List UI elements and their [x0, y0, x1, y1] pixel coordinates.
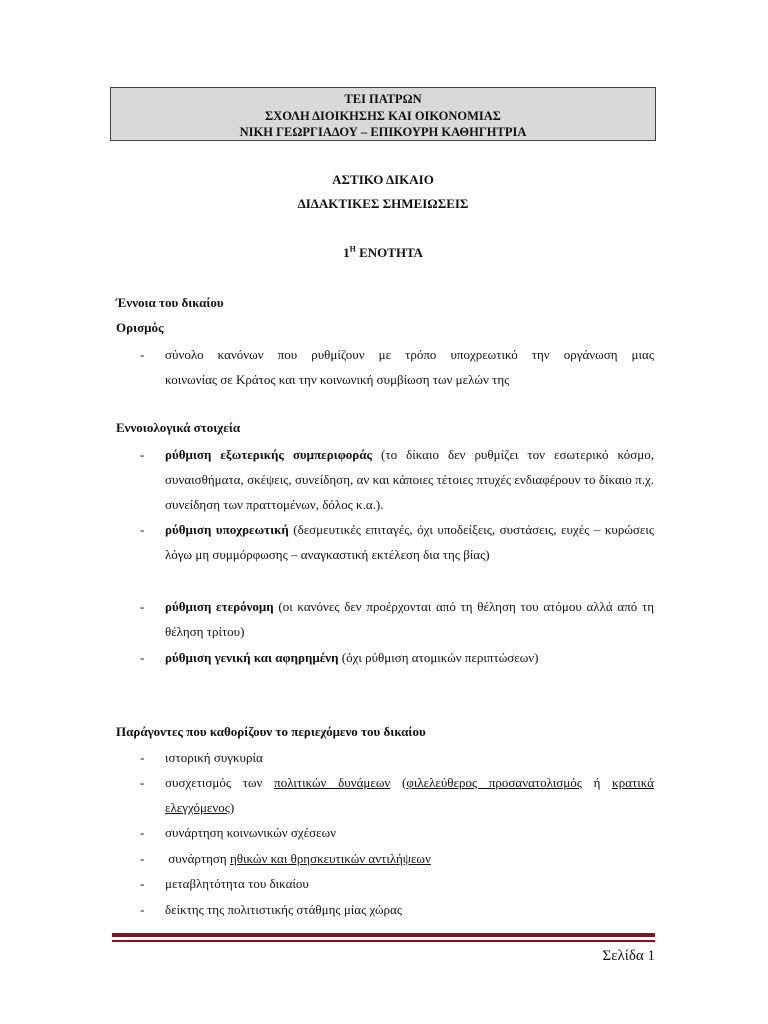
list-item [116, 770, 654, 820]
list-item [116, 745, 654, 770]
section-heading-concept: Έννοια του δικαίου [116, 295, 224, 310]
section-heading-elements: Εννοιολογικά στοιχεία [116, 420, 241, 435]
school-name: ΣΧΟΛΗ ΔΙΟΙΚΗΣΗΣ ΚΑΙ ΟΙΚΟΝΟΜΙΑΣ [265, 108, 501, 123]
term-bold: ρύθμιση γενική και αφηρημένη [165, 650, 339, 665]
term-description: (το δίκαιο δεν ρυθμίζει τον εσωτερικό κόσμο, συναισθήματα, σκέψεις, συνείδηση, αν και κάποιες τέτοιες πτυχές ενδιαφέρουν το δίκαιο π.χ. συνείδηση των πραττομένων, δόλος κ.α.). [165, 447, 654, 512]
text-run: ) [229, 800, 235, 815]
footer-divider [112, 940, 655, 942]
list-item [116, 645, 654, 670]
list-item [116, 442, 654, 517]
underlined-term: ηθικών και θρησκευτικών αντιλήψεων [229, 851, 431, 866]
bullet-dash: - [140, 750, 145, 765]
bullet-dash: - [140, 825, 145, 840]
text-run: ( [390, 775, 407, 790]
unit-word: ΕΝΟΤΗΤΑ [355, 245, 423, 260]
text-run: συσχετισμός των [165, 775, 275, 790]
unit-superscript: Η [349, 244, 356, 254]
list-item-text: σύνολο κανόνων που ρυθμίζουν με τρόπο υποχρεωτικό την οργάνωση μιας [165, 347, 654, 362]
underlined-term: φιλελεύθερος προσανατολισμός [406, 775, 582, 790]
list-item [116, 897, 654, 922]
term-bold: ρύθμιση υποχρεωτική [165, 522, 289, 537]
list-item [116, 517, 654, 567]
list-item [116, 342, 654, 392]
list-item [116, 820, 654, 845]
bullet-dash: - [140, 902, 145, 917]
list-item-text: δείκτης της πολιτιστικής στάθμης μίας χώρας [165, 902, 402, 917]
text-run: ή [581, 775, 613, 790]
list-item-text: συνάρτηση κοινωνικών σχέσεων [165, 825, 337, 840]
bullet-dash: - [140, 876, 145, 891]
bullet-dash: - [140, 599, 145, 614]
bullet-dash: - [140, 775, 145, 790]
document-header-box [110, 87, 656, 141]
section-subheading-definition: Ορισμός [116, 320, 164, 335]
underlined-term: κρατικά ελεγχόμενος [165, 775, 654, 815]
institution-name: ΤΕΙ ΠΑΤΡΩΝ [344, 92, 422, 106]
unit-number: 1 [343, 245, 350, 260]
bullet-dash: - [140, 522, 145, 537]
bullet-dash: - [140, 851, 145, 866]
list-item [116, 871, 654, 896]
text-run: συνάρτηση [165, 851, 230, 866]
list-item-text: ιστορική συγκυρία [165, 750, 263, 765]
term-description: (όχι ρύθμιση ατομικών περιπτώσεων) [338, 650, 539, 665]
term-bold: ρύθμιση ετερόνομη [165, 599, 274, 614]
page-number: Σελίδα 1 [602, 948, 655, 964]
list-item-text: κοινωνίας σε Κράτος και την κοινωνική συμβίωση των μελών της [165, 372, 510, 387]
author-name: ΝΙΚΗ ΓΕΩΡΓΙΑΔΟΥ – ΕΠΙΚΟΥΡΗ ΚΑΘΗΓΗΤΡΙΑ [239, 125, 527, 139]
bullet-dash: - [140, 347, 145, 362]
course-title: ΑΣΤΙΚΟ ΔΙΚΑΙΟ [332, 172, 434, 187]
unit-title [110, 245, 656, 261]
list-item [116, 846, 654, 871]
bullet-dash: - [140, 447, 145, 462]
term-bold: ρύθμιση εξωτερικής συμπεριφοράς [165, 447, 373, 462]
term-description: (δεσμευτικές επιταγές, όχι υποδείξεις, συστάσεις, ευχές – κυρώσεις λόγω μη συμμόρφωσης – αναγκαστική εκτέλεση δια της βίας) [165, 522, 655, 562]
list-item-text: μεταβλητότητα του δικαίου [165, 876, 309, 891]
term-description: (οι κανόνες δεν προέρχονται από τη θέληση του ατόμου αλλά από τη θέληση τρίτου) [165, 599, 654, 639]
footer-divider [112, 933, 655, 937]
section-heading-factors: Παράγοντες που καθορίζουν το περιεχόμενο του δικαίου [116, 724, 426, 739]
underlined-term: πολιτικών δυνάμεων [274, 775, 391, 790]
bullet-dash: - [140, 650, 145, 665]
list-item [116, 594, 654, 644]
notes-title: ΔΙΔΑΚΤΙΚΕΣ ΣΗΜΕΙΩΣΕΙΣ [297, 196, 469, 211]
